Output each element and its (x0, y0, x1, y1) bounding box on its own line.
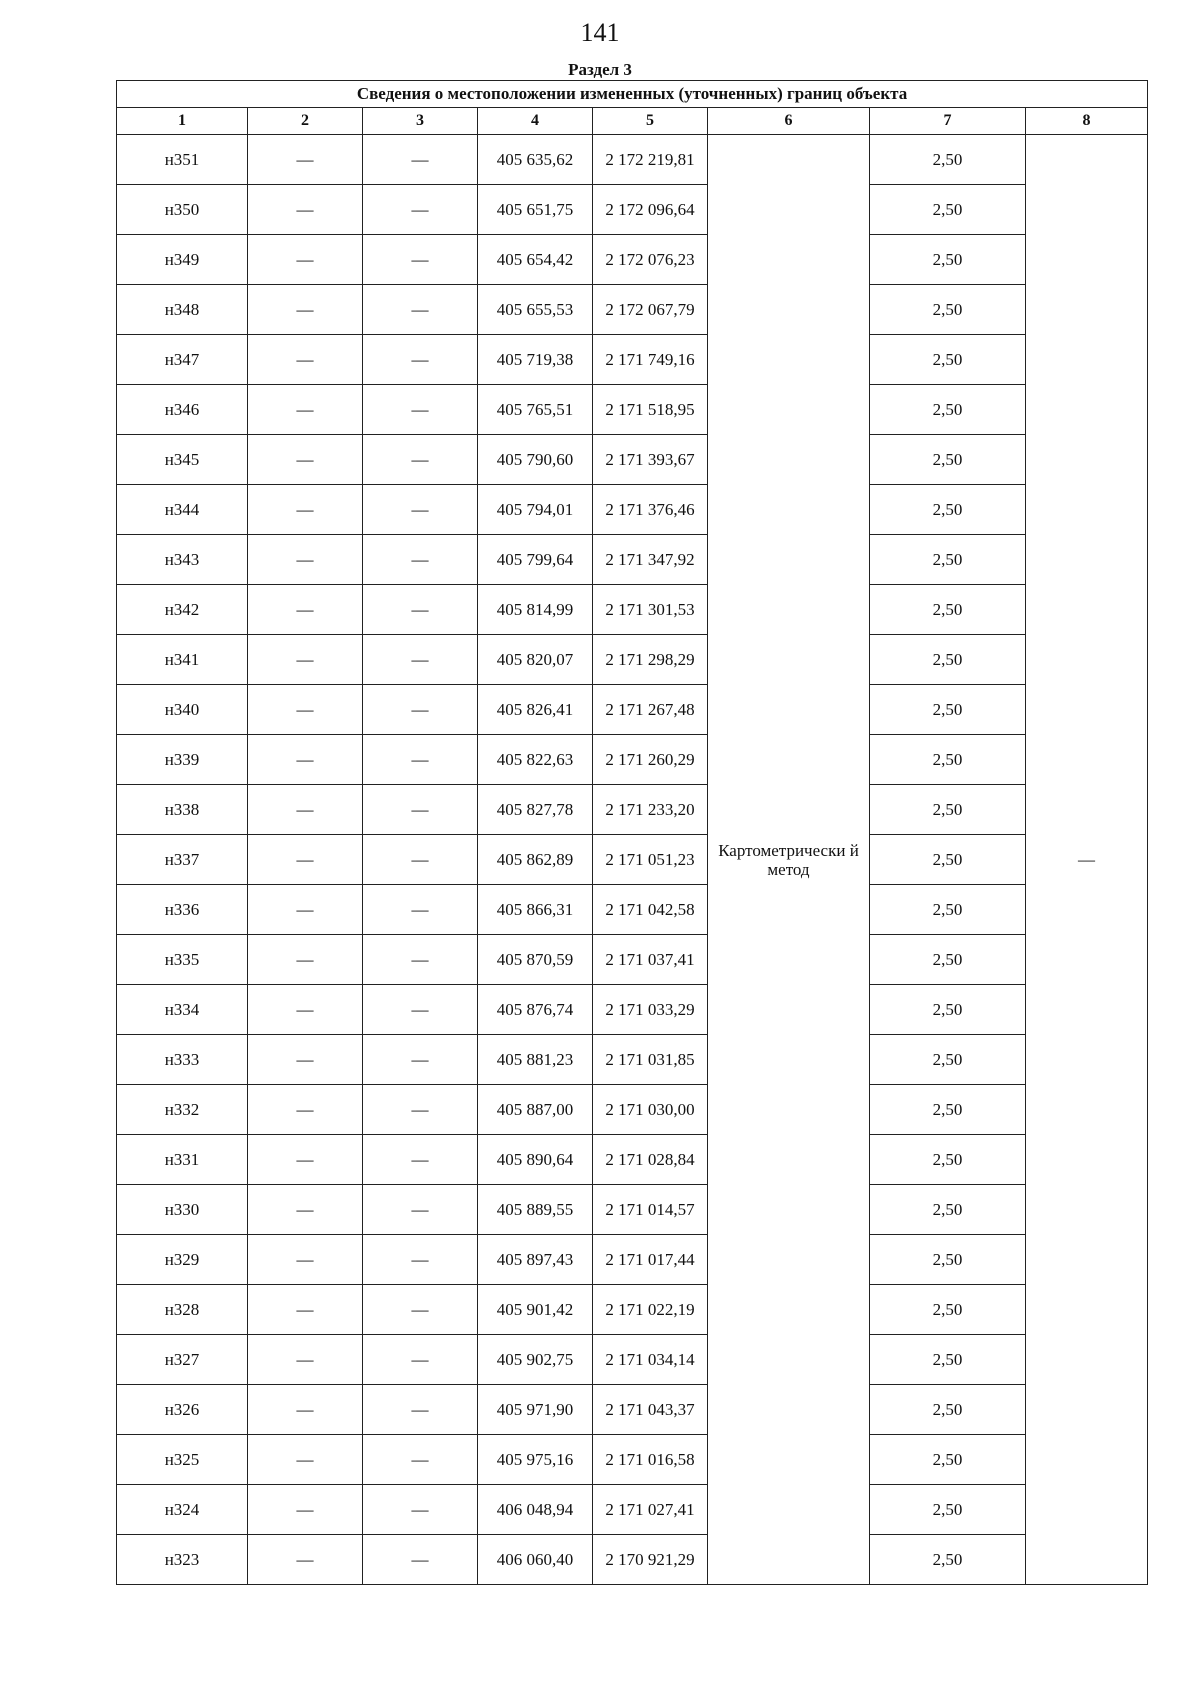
column-3-cell: — (363, 735, 478, 785)
y-coordinate-cell: 2 171 022,19 (593, 1285, 708, 1335)
column-3-cell: — (363, 1485, 478, 1535)
table-row (117, 1285, 1148, 1335)
y-coordinate-cell: 2 172 219,81 (593, 135, 708, 185)
column-3-cell: — (363, 1135, 478, 1185)
column-3-cell: — (363, 1085, 478, 1135)
column-2-cell: — (248, 1135, 363, 1185)
accuracy-cell: 2,50 (870, 1185, 1026, 1235)
x-coordinate-cell: 405 820,07 (478, 635, 593, 685)
accuracy-cell: 2,50 (870, 485, 1026, 535)
accuracy-cell: 2,50 (870, 1535, 1026, 1585)
column-3-cell: — (363, 385, 478, 435)
column-3-cell: — (363, 1435, 478, 1485)
column-2-cell: — (248, 835, 363, 885)
accuracy-cell: 2,50 (870, 435, 1026, 485)
column-2-cell: — (248, 685, 363, 735)
x-coordinate-cell: 406 060,40 (478, 1535, 593, 1585)
accuracy-cell: 2,50 (870, 185, 1026, 235)
point-cell: н348 (117, 285, 248, 335)
x-coordinate-cell: 405 826,41 (478, 685, 593, 735)
column-2-cell: — (248, 435, 363, 485)
y-coordinate-cell: 2 171 027,41 (593, 1485, 708, 1535)
column-2-cell: — (248, 785, 363, 835)
point-cell: н351 (117, 135, 248, 185)
y-coordinate-cell: 2 171 016,58 (593, 1435, 708, 1485)
table-row (117, 1235, 1148, 1285)
y-coordinate-cell: 2 171 043,37 (593, 1385, 708, 1435)
accuracy-cell: 2,50 (870, 1385, 1026, 1435)
column-2-cell: — (248, 485, 363, 535)
y-coordinate-cell: 2 171 033,29 (593, 985, 708, 1035)
point-cell: н328 (117, 1285, 248, 1335)
column-2-cell: — (248, 635, 363, 685)
column-number-3: 3 (363, 108, 478, 135)
x-coordinate-cell: 405 897,43 (478, 1235, 593, 1285)
column-3-cell: — (363, 785, 478, 835)
x-coordinate-cell: 405 876,74 (478, 985, 593, 1035)
x-coordinate-cell: 405 827,78 (478, 785, 593, 835)
table-row (117, 1185, 1148, 1235)
column-2-cell: — (248, 1485, 363, 1535)
x-coordinate-cell: 405 866,31 (478, 885, 593, 935)
x-coordinate-cell: 405 889,55 (478, 1185, 593, 1235)
accuracy-cell: 2,50 (870, 535, 1026, 585)
accuracy-cell: 2,50 (870, 835, 1026, 885)
y-coordinate-cell: 2 171 037,41 (593, 935, 708, 985)
table-row (117, 185, 1148, 235)
x-coordinate-cell: 405 799,64 (478, 535, 593, 585)
accuracy-cell: 2,50 (870, 785, 1026, 835)
accuracy-cell: 2,50 (870, 385, 1026, 435)
table-row (117, 485, 1148, 535)
accuracy-cell: 2,50 (870, 335, 1026, 385)
y-coordinate-cell: 2 171 017,44 (593, 1235, 708, 1285)
table-row (117, 335, 1148, 385)
point-cell: н343 (117, 535, 248, 585)
y-coordinate-cell: 2 171 034,14 (593, 1335, 708, 1385)
column-3-cell: — (363, 135, 478, 185)
table-row (117, 235, 1148, 285)
column-3-cell: — (363, 335, 478, 385)
column-2-cell: — (248, 135, 363, 185)
table-row (117, 735, 1148, 785)
point-cell: н341 (117, 635, 248, 685)
table-row (117, 985, 1148, 1035)
column-3-cell: — (363, 1285, 478, 1335)
table-row (117, 835, 1148, 885)
y-coordinate-cell: 2 171 749,16 (593, 335, 708, 385)
column-2-cell: — (248, 235, 363, 285)
table-row (117, 1085, 1148, 1135)
column-2-cell: — (248, 1035, 363, 1085)
point-cell: н329 (117, 1235, 248, 1285)
point-cell: н335 (117, 935, 248, 985)
column-number-2: 2 (248, 108, 363, 135)
column-3-cell: — (363, 985, 478, 1035)
table-row (117, 1385, 1148, 1435)
x-coordinate-cell: 405 655,53 (478, 285, 593, 335)
x-coordinate-cell: 405 794,01 (478, 485, 593, 535)
accuracy-cell: 2,50 (870, 1485, 1026, 1535)
point-cell: н331 (117, 1135, 248, 1185)
accuracy-cell: 2,50 (870, 1235, 1026, 1285)
column-3-cell: — (363, 935, 478, 985)
x-coordinate-cell: 405 887,00 (478, 1085, 593, 1135)
accuracy-cell: 2,50 (870, 1285, 1026, 1335)
column-3-cell: — (363, 635, 478, 685)
column-2-cell: — (248, 735, 363, 785)
table-row (117, 785, 1148, 835)
column-3-cell: — (363, 885, 478, 935)
column-number-4: 4 (478, 108, 593, 135)
column-3-cell: — (363, 1385, 478, 1435)
method-cell: Картометрически й метод (708, 135, 870, 1585)
accuracy-cell: 2,50 (870, 1135, 1026, 1185)
y-coordinate-cell: 2 171 393,67 (593, 435, 708, 485)
table-row (117, 1335, 1148, 1385)
x-coordinate-cell: 405 654,42 (478, 235, 593, 285)
column-2-cell: — (248, 1335, 363, 1385)
y-coordinate-cell: 2 171 267,48 (593, 685, 708, 735)
x-coordinate-cell: 405 814,99 (478, 585, 593, 635)
point-cell: н342 (117, 585, 248, 635)
column-3-cell: — (363, 1335, 478, 1385)
point-cell: н324 (117, 1485, 248, 1535)
point-cell: н333 (117, 1035, 248, 1085)
column-number-6: 6 (708, 108, 870, 135)
x-coordinate-cell: 405 719,38 (478, 335, 593, 385)
y-coordinate-cell: 2 172 067,79 (593, 285, 708, 335)
point-cell: н340 (117, 685, 248, 735)
table-row (117, 885, 1148, 935)
column-3-cell: — (363, 235, 478, 285)
table-row (117, 1135, 1148, 1185)
x-coordinate-cell: 406 048,94 (478, 1485, 593, 1535)
x-coordinate-cell: 405 822,63 (478, 735, 593, 785)
table-row (117, 385, 1148, 435)
point-cell: н350 (117, 185, 248, 235)
column-3-cell: — (363, 585, 478, 635)
coordinates-table (116, 80, 1148, 1585)
x-coordinate-cell: 405 902,75 (478, 1335, 593, 1385)
point-cell: н347 (117, 335, 248, 385)
accuracy-cell: 2,50 (870, 885, 1026, 935)
table-row (117, 135, 1148, 185)
column-3-cell: — (363, 1185, 478, 1235)
x-coordinate-cell: 405 765,51 (478, 385, 593, 435)
accuracy-cell: 2,50 (870, 135, 1026, 185)
column-3-cell: — (363, 685, 478, 735)
y-coordinate-cell: 2 171 260,29 (593, 735, 708, 785)
column-2-cell: — (248, 1185, 363, 1235)
table-row (117, 585, 1148, 635)
column-3-cell: — (363, 835, 478, 885)
point-cell: н338 (117, 785, 248, 835)
point-cell: н334 (117, 985, 248, 1035)
y-coordinate-cell: 2 171 518,95 (593, 385, 708, 435)
point-cell: н332 (117, 1085, 248, 1135)
table-row (117, 285, 1148, 335)
accuracy-cell: 2,50 (870, 1085, 1026, 1135)
x-coordinate-cell: 405 635,62 (478, 135, 593, 185)
accuracy-cell: 2,50 (870, 935, 1026, 985)
column-3-cell: — (363, 1035, 478, 1085)
accuracy-cell: 2,50 (870, 235, 1026, 285)
column-3-cell: — (363, 285, 478, 335)
column-2-cell: — (248, 1285, 363, 1335)
column-2-cell: — (248, 335, 363, 385)
point-cell: н349 (117, 235, 248, 285)
section-title: Раздел 3 (568, 60, 632, 79)
point-cell: н326 (117, 1385, 248, 1435)
column-number-8: 8 (1026, 108, 1148, 135)
table-row (117, 935, 1148, 985)
y-coordinate-cell: 2 171 031,85 (593, 1035, 708, 1085)
point-cell: н330 (117, 1185, 248, 1235)
x-coordinate-cell: 405 790,60 (478, 435, 593, 485)
y-coordinate-cell: 2 171 301,53 (593, 585, 708, 635)
accuracy-cell: 2,50 (870, 685, 1026, 735)
x-coordinate-cell: 405 862,89 (478, 835, 593, 885)
column-2-cell: — (248, 985, 363, 1035)
y-coordinate-cell: 2 171 042,58 (593, 885, 708, 935)
point-cell: н346 (117, 385, 248, 435)
table-row (117, 1035, 1148, 1085)
table-caption-row (117, 81, 1148, 108)
x-coordinate-cell: 405 901,42 (478, 1285, 593, 1335)
y-coordinate-cell: 2 171 051,23 (593, 835, 708, 885)
column-3-cell: — (363, 535, 478, 585)
column-8-cell: — (1026, 135, 1148, 1585)
column-number-1: 1 (117, 108, 248, 135)
accuracy-cell: 2,50 (870, 635, 1026, 685)
point-cell: н339 (117, 735, 248, 785)
column-2-cell: — (248, 535, 363, 585)
x-coordinate-cell: 405 881,23 (478, 1035, 593, 1085)
column-2-cell: — (248, 185, 363, 235)
y-coordinate-cell: 2 171 030,00 (593, 1085, 708, 1135)
column-2-cell: — (248, 1085, 363, 1135)
column-3-cell: — (363, 1535, 478, 1585)
table-row (117, 535, 1148, 585)
y-coordinate-cell: 2 172 096,64 (593, 185, 708, 235)
table-caption: Сведения о местоположении измененных (уточненных) границ объекта (117, 81, 1148, 108)
table-row (117, 685, 1148, 735)
point-cell: н344 (117, 485, 248, 535)
column-number-5: 5 (593, 108, 708, 135)
point-cell: н336 (117, 885, 248, 935)
point-cell: н323 (117, 1535, 248, 1585)
accuracy-cell: 2,50 (870, 585, 1026, 635)
page-number: 141 (580, 18, 620, 47)
column-3-cell: — (363, 485, 478, 535)
column-2-cell: — (248, 1235, 363, 1285)
accuracy-cell: 2,50 (870, 735, 1026, 785)
table-row (117, 1435, 1148, 1485)
point-cell: н337 (117, 835, 248, 885)
accuracy-cell: 2,50 (870, 1435, 1026, 1485)
x-coordinate-cell: 405 890,64 (478, 1135, 593, 1185)
column-number-row (117, 108, 1148, 135)
column-2-cell: — (248, 885, 363, 935)
y-coordinate-cell: 2 171 376,46 (593, 485, 708, 535)
table-row (117, 1485, 1148, 1535)
y-coordinate-cell: 2 171 233,20 (593, 785, 708, 835)
column-3-cell: — (363, 185, 478, 235)
point-cell: н327 (117, 1335, 248, 1385)
x-coordinate-cell: 405 870,59 (478, 935, 593, 985)
column-2-cell: — (248, 1435, 363, 1485)
y-coordinate-cell: 2 171 347,92 (593, 535, 708, 585)
x-coordinate-cell: 405 975,16 (478, 1435, 593, 1485)
column-2-cell: — (248, 1535, 363, 1585)
y-coordinate-cell: 2 171 014,57 (593, 1185, 708, 1235)
x-coordinate-cell: 405 971,90 (478, 1385, 593, 1435)
accuracy-cell: 2,50 (870, 1035, 1026, 1085)
table-row (117, 435, 1148, 485)
column-3-cell: — (363, 435, 478, 485)
y-coordinate-cell: 2 171 028,84 (593, 1135, 708, 1185)
y-coordinate-cell: 2 172 076,23 (593, 235, 708, 285)
table-row (117, 635, 1148, 685)
column-2-cell: — (248, 585, 363, 635)
column-2-cell: — (248, 285, 363, 335)
accuracy-cell: 2,50 (870, 985, 1026, 1035)
accuracy-cell: 2,50 (870, 285, 1026, 335)
point-cell: н345 (117, 435, 248, 485)
y-coordinate-cell: 2 170 921,29 (593, 1535, 708, 1585)
x-coordinate-cell: 405 651,75 (478, 185, 593, 235)
y-coordinate-cell: 2 171 298,29 (593, 635, 708, 685)
column-2-cell: — (248, 1385, 363, 1435)
column-2-cell: — (248, 385, 363, 435)
column-3-cell: — (363, 1235, 478, 1285)
accuracy-cell: 2,50 (870, 1335, 1026, 1385)
column-2-cell: — (248, 935, 363, 985)
point-cell: н325 (117, 1435, 248, 1485)
column-number-7: 7 (870, 108, 1026, 135)
table-row (117, 1535, 1148, 1585)
